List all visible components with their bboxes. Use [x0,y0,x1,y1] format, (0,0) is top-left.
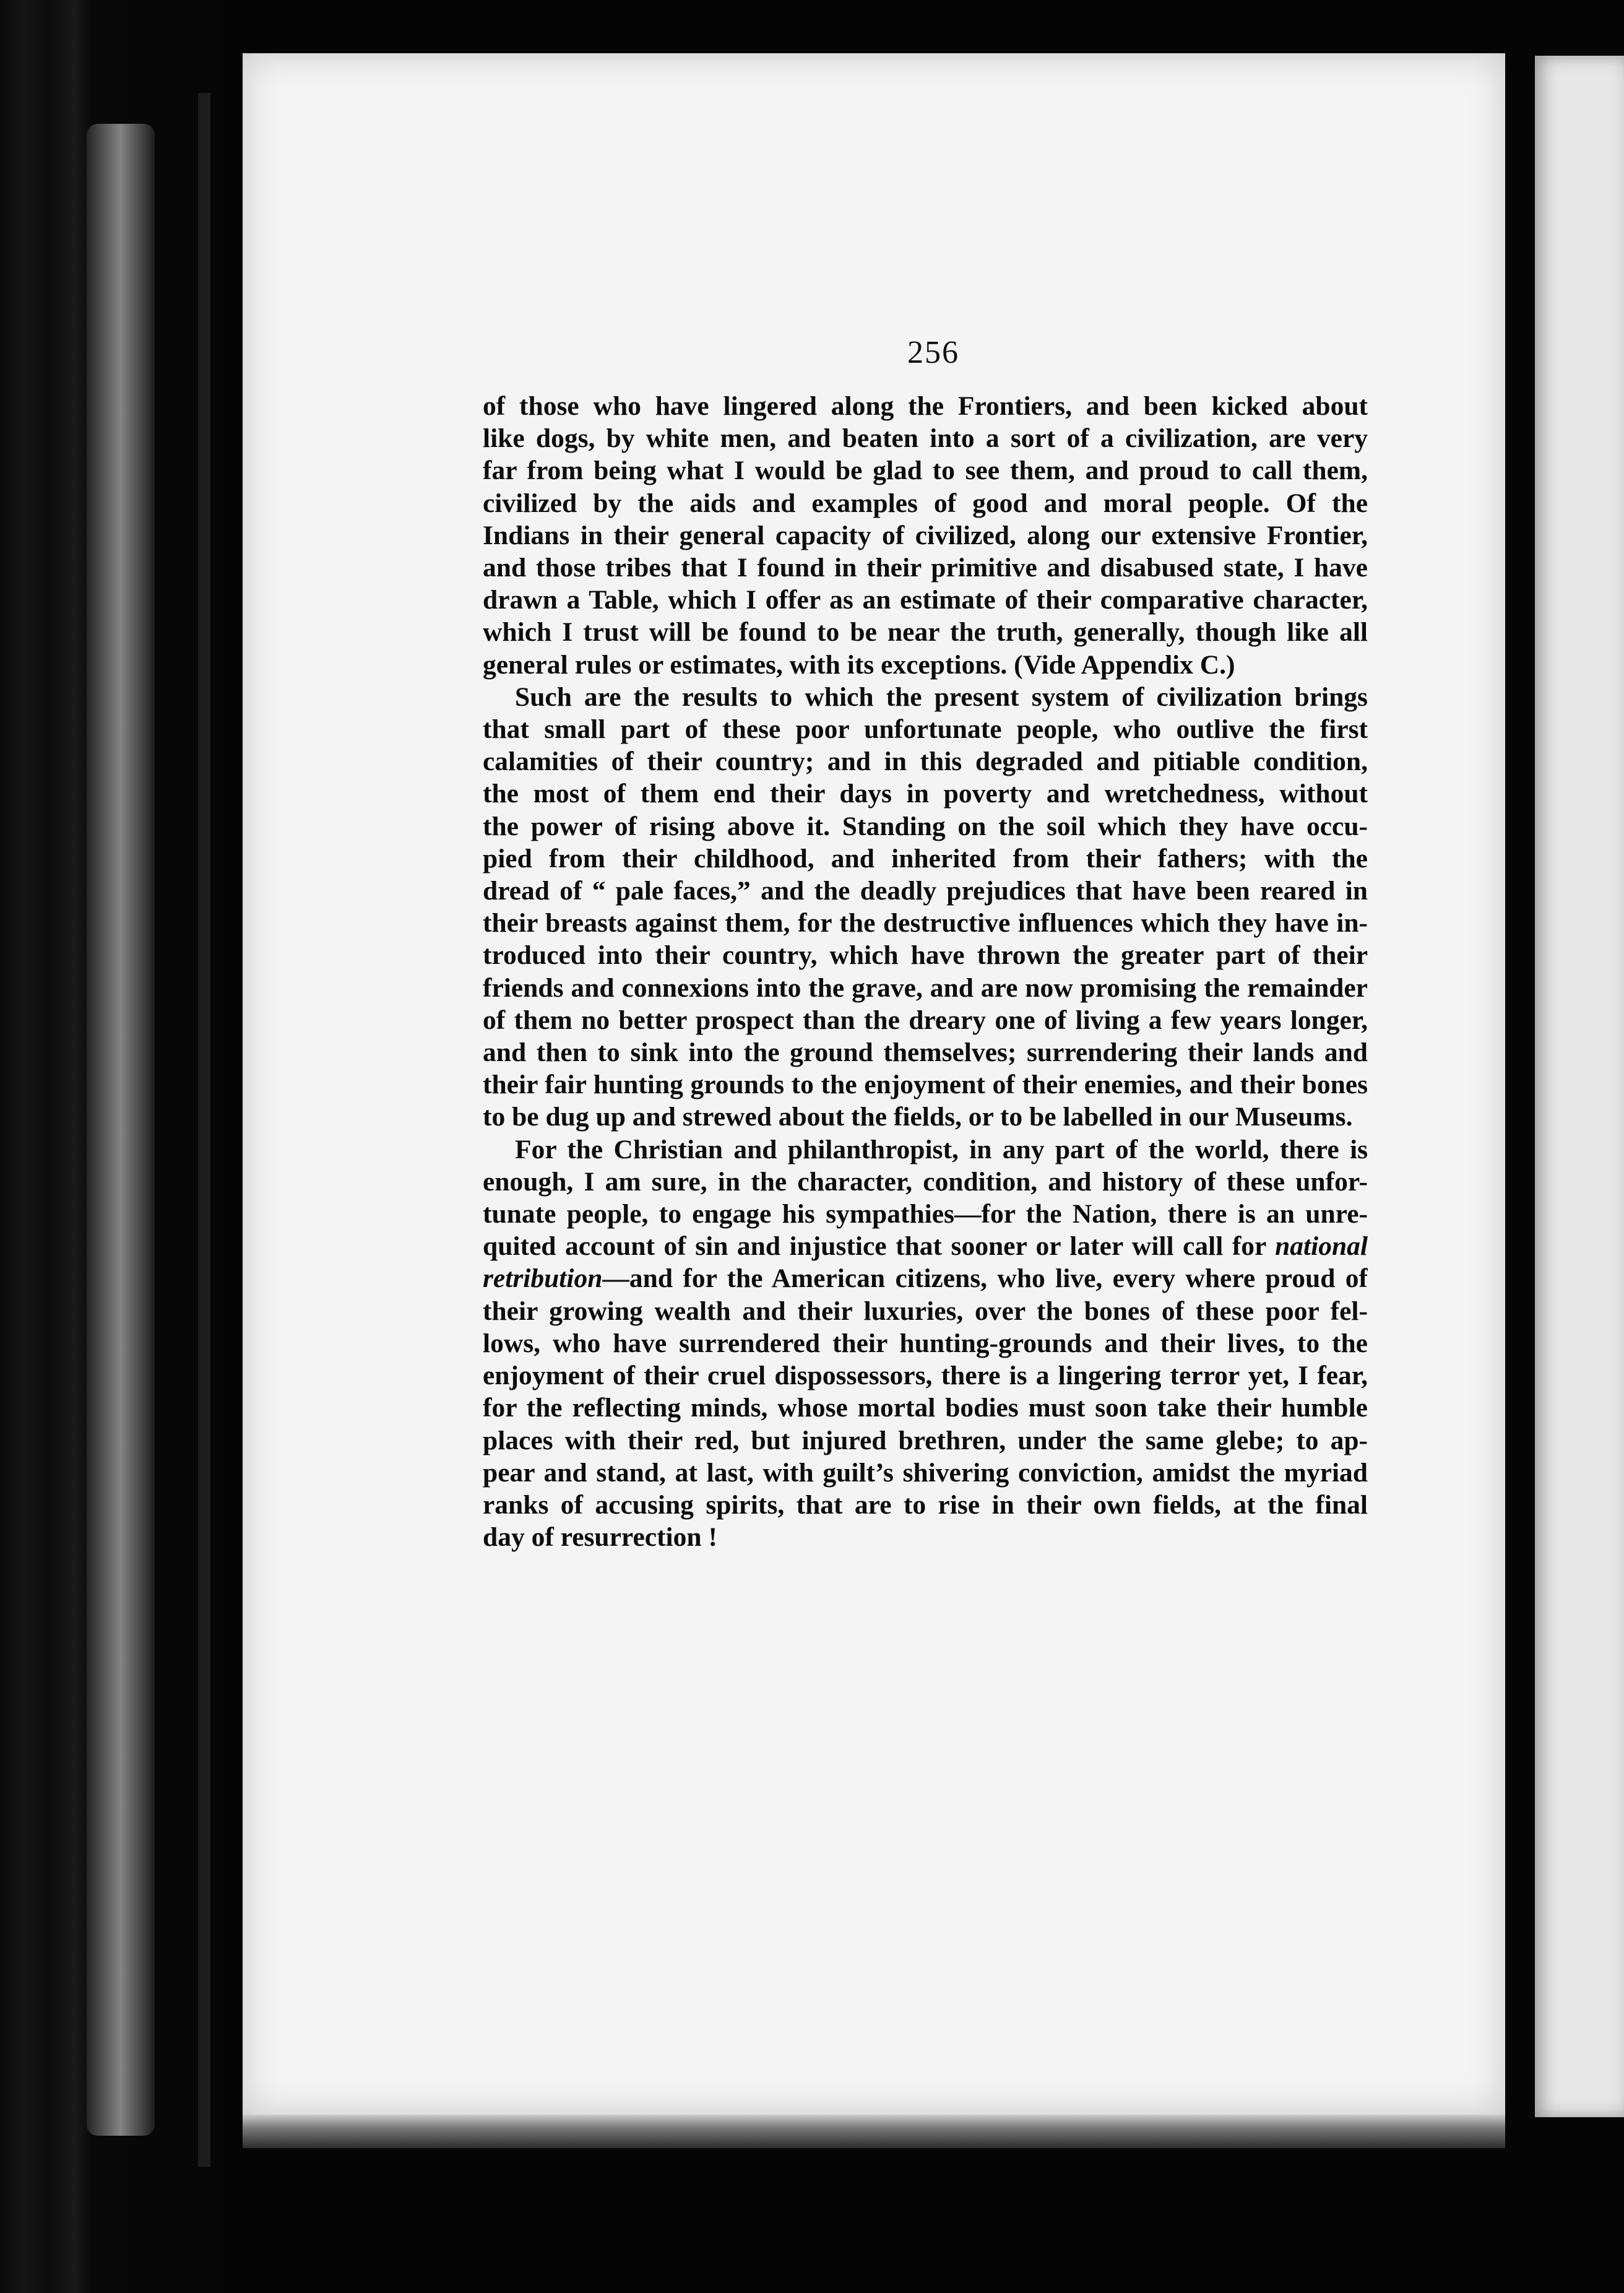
em-dash: — [602,1264,629,1294]
adjacent-page-edge [1535,56,1624,2117]
text-line [483,1262,1368,1294]
text-line: enough, I am sure, in the character, condition, and history of these unfor- [483,1166,1368,1197]
text-line: that small part of these poor unfortunate people, who outlive the first [483,714,1368,745]
text-line: pear and stand, at last, with guilt’s shivering conviction, amidst the myriad [483,1457,1368,1488]
spine-highlight [87,124,155,2136]
text-line: enjoyment of their cruel dispossessors, there is a lingering terror yet, I fear, [483,1361,1368,1391]
paragraph-2 [483,681,1368,1133]
text-line: lows, who have surrendered their hunting-grounds and their lives, to the [483,1328,1368,1358]
page-text [483,390,1368,1553]
text-line: to be dug up and strewed about the fields, or to be labelled in our Museums. [483,1102,1353,1132]
text-line: which I trust will be found to be near the truth, generally, though like all [483,617,1368,648]
text-line: quited account of sin and injustice that sooner or later will call for national [483,1231,1368,1262]
text-line: like dogs, by white men, and beaten into a sort of a civilization, are very [483,423,1368,454]
text-line: and those tribes that I found in their primitive and disabused state, I have [483,553,1368,583]
text-line: tunate people, to engage his sympathies—for the Nation, there is an unre- [483,1199,1368,1229]
page-number: 256 [907,335,959,370]
paragraph-3 [483,1133,1368,1554]
text-line: Indians in their general capacity of civilized, along our extensive Frontier, [483,520,1368,550]
text-line: the most of them end their days in poverty and wretchedness, without [483,779,1368,809]
text-line: For the Christian and philanthropist, in any part of the world, there is [515,1134,1368,1164]
text-line: the power of rising above it. Standing on the soil which they have occu- [483,811,1368,841]
text-line: drawn a Table, which I offer as an estimate of their comparative character, [483,585,1368,615]
text-line: civilized by the aids and examples of good and moral people. Of the [483,488,1368,518]
spine-gutter [198,93,210,2167]
text-line: troduced into their country, which have thrown the greater part of their [483,940,1368,971]
text-line: places with their red, but injured brethren, under the same glebe; to ap- [483,1425,1368,1455]
text-line: of those who have lingered along the Frontiers, and been kicked about [483,391,1368,421]
text-line: dread of “ pale faces,” and the deadly prejudices that have been reared in [483,876,1368,906]
text-line: their growing wealth and their luxuries, over the bones of these poor fel- [483,1296,1368,1326]
text-line: friends and connexions into the grave, and are now promising the remainder [483,973,1368,1003]
text-line: pied from their childhood, and inherited from their fathers; with the [483,843,1368,873]
page-bottom-edge [243,2114,1505,2148]
paragraph-1 [483,390,1368,681]
text-line: day of resurrection ! [483,1522,717,1553]
text-line: their breasts against them, for the destructive influences which they have in- [483,908,1368,938]
italic-word: national [1275,1231,1368,1262]
text-line: general rules or estimates, with its exceptions. (Vide Appendix C.) [483,649,1235,680]
text-line: and then to sink into the ground themselves; surrendering their lands and [483,1038,1368,1068]
text-line: their fair hunting grounds to the enjoyment of their enemies, and their bones [483,1070,1368,1100]
text-line: of them no better prospect than the dreary one of living a few years longer, [483,1005,1368,1035]
text-line: ranks of accusing spirits, that are to rise in their own fields, at the final [483,1489,1368,1520]
text-line: far from being what I would be glad to see them, and proud to call them, [483,456,1368,486]
text-segment: and for the American citizens, who live, every where proud of [629,1264,1368,1294]
text-line: for the reflecting minds, whose mortal bodies must soon take their humble [483,1393,1368,1423]
italic-word: retribution [483,1264,603,1294]
text-line: calamities of their country; and in this degraded and pitiable condition, [483,747,1368,777]
text-line: Such are the results to which the present system of civilization brings [515,682,1368,712]
